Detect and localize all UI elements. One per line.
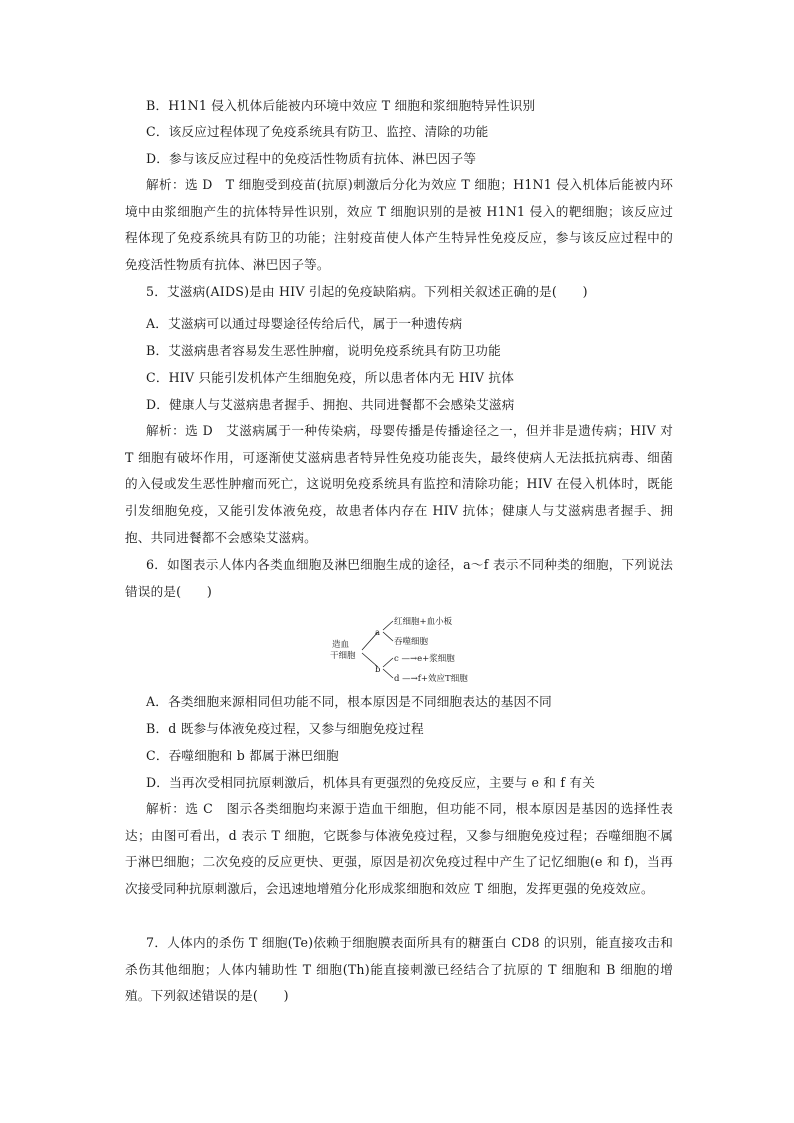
q5-analysis: 解析：选 D 艾滋病属于一种传染病，母婴传播是传播途径之一，但并非是遗传病；HIV 对 T 细胞有破坏作用，可逐渐使艾滋病患者特异性免疫功能丧失，最终使病人无法抵抗病毒、细菌的入侵或发生恶性肿瘤而死亡，这说明免疫系统具有监控和清除功能；HIV 在侵入机体时，既能引发细胞免疫，又能引发体液免疫，故患者体内存在 HIV 抗体；健康人与艾滋病患者握手、拥抱、共同进餐都不会感染艾滋病。 [125, 423, 673, 545]
diagram-b-output-2: d —→f+效应T细胞 [394, 674, 468, 684]
q4-option-d: D．参与该反应过程中的免疫活性物质有抗体、淋巴因子等 [146, 151, 477, 166]
diagram-node-b: b [375, 665, 381, 675]
q6-option-c: C．吞噬细胞和 b 都属于淋巴细胞 [146, 748, 339, 763]
diagram-a-output-1: 红细胞+血小板 [394, 617, 453, 627]
q5-option-b: B．艾滋病患者容易发生恶性肿瘤，说明免疫系统具有防卫功能 [146, 343, 501, 358]
q6-option-d: D．当再次受相同抗原刺激后，机体具有更强烈的免疫反应，主要与 e 和 f 有关 [146, 775, 596, 790]
diagram-b-output-1: c —→e+浆细胞 [394, 654, 455, 664]
cell-lineage-diagram [330, 614, 490, 686]
q6-option-b: B．d 既参与体液免疫过程，又参与细胞免疫过程 [146, 721, 424, 736]
q5-stem: 5．艾滋病(AIDS)是由 HIV 引起的免疫缺陷病。下列相关叙述正确的是( ) [146, 284, 588, 299]
q6-option-a: A．各类细胞来源相同但功能不同，根本原因是不同细胞表达的基因不同 [146, 694, 552, 709]
q5-option-a: A．艾滋病可以通过母婴途径传给后代，属于一种遗传病 [146, 316, 463, 331]
q6-stem: 6．如图表示人体内各类血细胞及淋巴细胞生成的途径，a～f 表示不同种类的细胞，下列说法错误的是( ) [125, 557, 673, 599]
diagram-a-output-2: 吞噬细胞 [394, 637, 429, 647]
q5-option-c: C．HIV 只能引发机体产生细胞免疫，所以患者体内无 HIV 抗体 [146, 370, 515, 385]
q6-analysis: 解析：选 C 图示各类细胞均来源于造血干细胞，但功能不同，根本原因是基因的选择性表达；由图可看出，d 表示 T 细胞，它既参与体液免疫过程，又参与细胞免疫过程；吞噬细胞不属于淋巴细胞；二次免疫的反应更快、更强，原因是初次免疫过程中产生了记忆细胞(e 和 f)，当再次接受同种抗原刺激后，会迅速地增殖分化形成浆细胞和效应 T 细胞，发挥更强的免疫效应。 [125, 801, 673, 897]
q4-option-c: C．该反应过程体现了免疫系统具有防卫、监控、清除的功能 [146, 124, 489, 139]
q4-analysis: 解析：选 D T 细胞受到疫苗(抗原)刺激后分化为效应 T 细胞；H1N1 侵入机体后能被内环境中由浆细胞产生的抗体特异性识别，效应 T 细胞识别的是被 H1N1 侵入的靶细胞；该反应过程体现了免疫系统具有防卫的功能；注射疫苗使人体产生特异性免疫反应，参与该反应过程中的免疫活性物质有抗体、淋巴因子等。 [125, 177, 673, 273]
diagram-source-label: 造血 [332, 640, 350, 650]
q7-stem: 7．人体内的杀伤 T 细胞(Te)依赖于细胞膜表面所具有的糖蛋白 CD8 的识别，能直接攻击和杀伤其他细胞；人体内辅助性 T 细胞(Th)能直接刺激已经结合了抗原的 T 细胞和 B 细胞的增殖。下列叙述错误的是( ) [125, 935, 673, 1004]
diagram-node-a: a [375, 628, 381, 638]
q4-option-b: B．H1N1 侵入机体后能被内环境中效应 T 细胞和浆细胞特异性识别 [146, 98, 536, 113]
q5-option-d: D．健康人与艾滋病患者握手、拥抱、共同进餐都不会感染艾滋病 [146, 397, 515, 412]
diagram-source-label-2: 干细胞 [330, 651, 356, 661]
